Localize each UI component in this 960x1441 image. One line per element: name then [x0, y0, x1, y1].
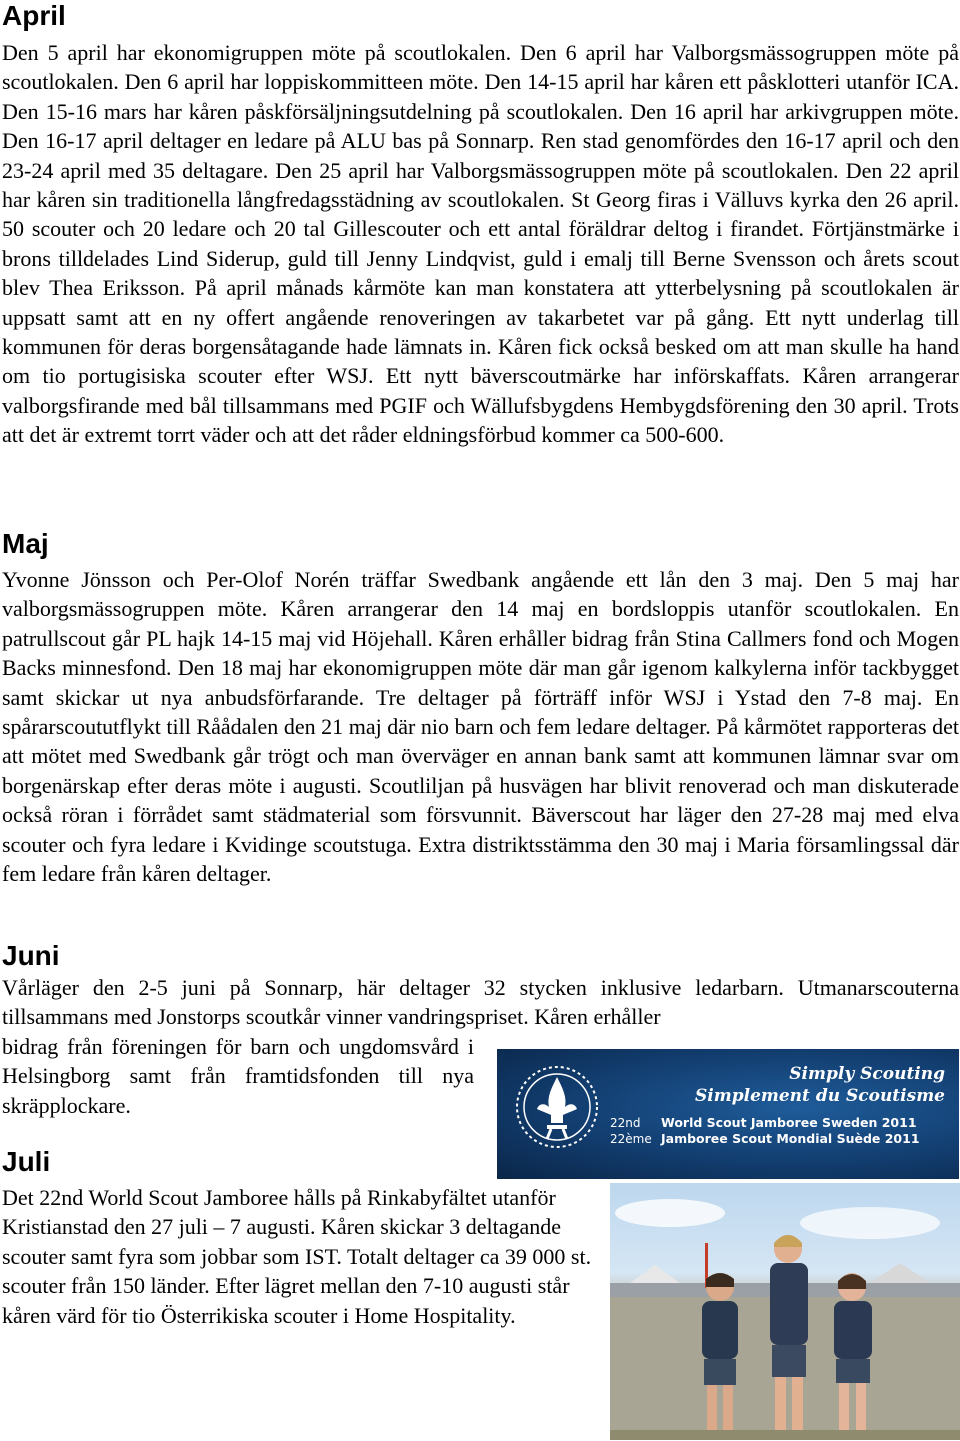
scout-emblem-icon	[511, 1057, 603, 1169]
jamboree-banner-image	[497, 1049, 959, 1179]
paragraph-juni-full-width: Vårläger den 2-5 juni på Sonnarp, här deltager 32 stycken inklusive ledarbarn. Utmanarscouterna tillsammans med Jonstorps scoutkår vinner vandringspriset. Kåren erhåller	[2, 975, 959, 1030]
banner-slogan-fr: Simplement du Scoutisme	[695, 1086, 945, 1106]
heading-april: April	[2, 0, 66, 31]
paragraph-april: Den 5 april har ekonomigruppen möte på scoutlokalen. Den 6 april har Valborgsmässogruppen möte på scoutlokalen. Den 6 april har loppiskommitteen möte. Den 14-15 april har kåren ett påsklotteri utanför ICA. Den 15-16 mars har kåren påskförsäljningsutdelning på scoutlokalen. Den 16 april har arkivgruppen möte. Den 16-17 april deltager en ledare på ALU bas på Sonnarp. Ren stad genomfördes den 16-17 april och den 23-24 april med 35 deltagare. Den 25 april har Valborgsmässogruppen möte på scoutlokalen. Den 22 april har kåren sin traditionella långfredagsstädning av scoutlokalen. St Georg firas i Välluvs kyrka den 26 april. 50 scouter och 20 ledare och 20 tal Gillescouter och ett antal föräldrar deltog i firandet. Förtjänstmärke i brons tilldelades Lind Siderup, guld till Jenny Lindqvist, guld i emalj till Berne Svensson och årets scout blev Thea Eriksson. På april månads kårmöte kan man konstatera att ytterbelysning på scoutlokalen är uppsatt samt att en ny offert angående renoveringen av takarbetet var på gång. Ett nytt underlag till kommunen för deras borgensåtagande hade lämnats in. Kåren fick också besked om att man skulle ha hand om tio portugisiska scouter efter WSJ. Ett nytt bäverscoutmärke har införskaffats. Kåren arrangerar valborgsfirande med bål tillsammans med PGIF och Wällufsbygdens Hembygdsförening den 30 april. Trots att det är extremt torrt väder och att det råder eldningsförbud kommer ca 500-600.	[2, 40, 959, 448]
banner-number-en: 22nd	[610, 1116, 641, 1130]
banner-number-fr: 22ème	[610, 1132, 652, 1146]
banner-titles	[661, 1115, 920, 1147]
heading-maj: Maj	[2, 528, 49, 559]
paragraph-maj: Yvonne Jönsson och Per-Olof Norén träffar Swedbank angående ett lån den 3 maj. Den 5 maj har valborgsmässogruppen möte. Kåren arrangerar den 14 maj en bordsloppis utanför scoutlokalen. En patrullscout går PL hajk 14-15 maj vid Höjehall. Kåren erhåller bidrag från Stina Callmers fond och Mogen Backs minnesfond. Den 18 maj har ekonomigruppen möte där man går igenom kalkylerna inför tackbygget samt skickar ut nya anbudsförfarande. Tre deltager på förträff inför WSJ i Ystad den 7-8 maj. En spårarscoututflykt till Råådalen den 21 maj där nio barn och fem ledare deltager. På kårmötet rapporteras det att mötet med Swedbank går trögt och man överväger en annan bank samt att kommunen lämnar svar om borgenärskap efter deras möte i augusti. Scoutliljan på husvägen har blivit renoverad och man diskuterade också röran i förrådet samt städmaterial som försvunnit. Bäverscout har läger den 27-28 maj med elva scouter och fyra ledare i Kvidinge scoutstuga. Extra distriktsstämma den 30 maj i Maria församlingssal där fem ledare från kåren deltager.	[2, 567, 959, 887]
banner-slogan-en: Simply Scouting	[789, 1064, 945, 1084]
paragraph-juli: Det 22nd World Scout Jamboree hålls på Rinkabyfältet utanför Kristianstad den 27 juli – 7 augusti. Kåren skickar 3 deltagande scouter samt fyra som jobbar som IST. Totalt deltager ca 39 000 st. scouter från 150 länder. Efter lägret mellan den 7-10 augusti står kåren värd för tio Österrikiska scouter i Home Hospitality.	[2, 1185, 592, 1328]
banner-title-en: World Scout Jamboree Sweden 2011	[661, 1115, 917, 1130]
heading-juni: Juni	[2, 940, 60, 971]
banner-edition-number	[610, 1115, 652, 1147]
photo-scene	[610, 1183, 960, 1440]
heading-juli: Juli	[2, 1146, 51, 1177]
banner-slogan	[695, 1063, 945, 1107]
banner-title-fr: Jamboree Scout Mondial Suède 2011	[661, 1131, 920, 1146]
jamboree-group-photo	[610, 1183, 960, 1440]
paragraph-juni-narrow: bidrag från föreningen för barn och ungdomsvård i Helsingborg samt från framtidsfonden till nya skräpplockare.	[2, 1034, 474, 1118]
